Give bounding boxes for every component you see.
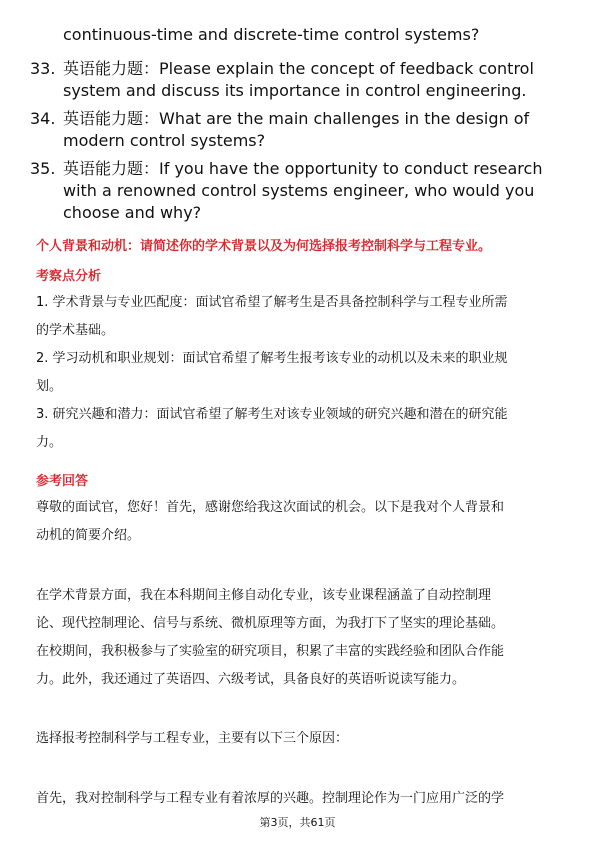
question-line: choose and why? <box>63 203 202 222</box>
answer-line: 论、现代控制理论、信号与系统、微机原理等方面，为我打下了坚实的理论基础。 <box>36 616 505 631</box>
question-text <box>63 58 553 102</box>
answer-line: 在学术背景方面，我在本科期间主修自动化专业，该专业课程涵盖了自动控制理 <box>36 588 492 603</box>
question-line: modern control systems? <box>63 131 266 150</box>
analysis-line: 1. 学术背景与专业匹配度：面试官希望了解考生是否具备控制科学与工程专业所需 <box>36 295 508 310</box>
answer-line: 尊敬的面试官，您好！首先，感谢您给我这次面试的机会。以下是我对个人背景和 <box>36 500 505 515</box>
answer-line: 选择报考控制科学与工程专业，主要有以下三个原因： <box>36 731 349 746</box>
question-line: 英语能力题：What are the main challenges in the design of <box>63 109 530 128</box>
question-text <box>63 158 553 224</box>
question-number: 33. <box>30 59 56 78</box>
analysis-heading: 考察点分析 <box>36 269 102 284</box>
question-text <box>63 108 553 152</box>
answer-paragraph-2 <box>36 582 560 694</box>
page-footer: 第3页，共61页 <box>259 816 336 829</box>
analysis-point-2 <box>36 345 560 401</box>
question-32-continuation: continuous-time and discrete-time control systems? <box>63 25 480 44</box>
question-line: 英语能力题：If you have the opportunity to conduct research <box>63 159 543 178</box>
section-title: 个人背景和动机：请简述你的学术背景以及为何选择报考控制科学与工程专业。 <box>36 239 492 254</box>
question-number: 34. <box>30 109 56 128</box>
answer-heading: 参考回答 <box>36 474 89 489</box>
question-line: system and discuss its importance in control engineering. <box>63 81 527 100</box>
question-number: 35. <box>30 159 56 178</box>
answer-line: 在校期间，我积极参与了实验室的研究项目，积累了丰富的实践经验和团队合作能 <box>36 644 505 659</box>
answer-paragraph-3 <box>36 725 560 753</box>
analysis-line: 2. 学习动机和职业规划：面试官希望了解考生报考该专业的动机以及未来的职业规 <box>36 351 508 366</box>
analysis-line: 3. 研究兴趣和潜力：面试官希望了解考生对该专业领域的研究兴趣和潜在的研究能 <box>36 407 508 422</box>
question-line: with a renowned control systems engineer, who would you <box>63 181 535 200</box>
answer-line: 动机的简要介绍。 <box>36 528 141 543</box>
analysis-point-1 <box>36 289 560 345</box>
answer-paragraph-1 <box>36 494 560 550</box>
analysis-line: 的学术基础。 <box>36 323 115 338</box>
analysis-line: 力。 <box>36 435 63 450</box>
analysis-line: 划。 <box>36 379 63 394</box>
answer-paragraph-4 <box>36 785 560 813</box>
answer-line: 首先，我对控制科学与工程专业有着浓厚的兴趣。控制理论作为一门应用广泛的学 <box>36 791 505 806</box>
answer-line: 力。此外，我还通过了英语四、六级考试，具备良好的英语听说读写能力。 <box>36 672 466 687</box>
question-line: 英语能力题：Please explain the concept of feedback control <box>63 59 534 78</box>
analysis-point-3 <box>36 401 560 457</box>
